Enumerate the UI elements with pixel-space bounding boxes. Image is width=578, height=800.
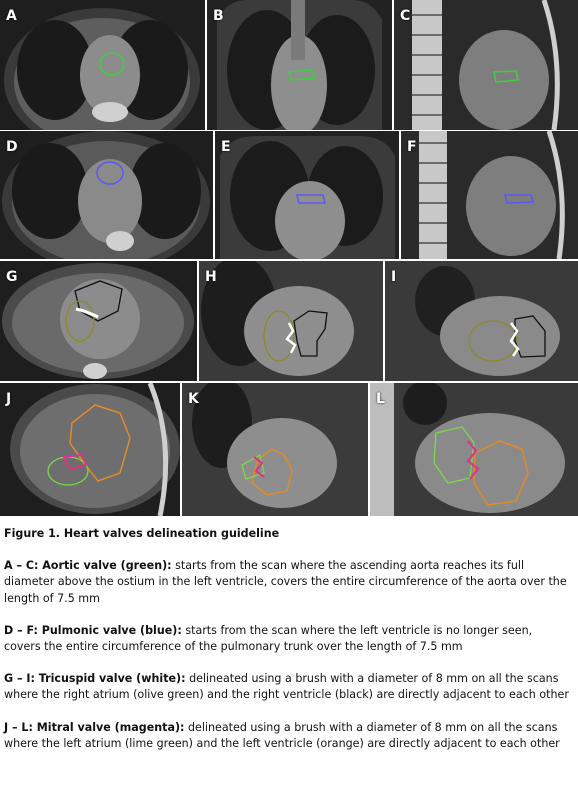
panel-l [370, 383, 578, 516]
ct-coronal-image [182, 383, 368, 516]
panel-b [207, 0, 392, 130]
panel-label: J [6, 391, 12, 407]
ct-axial-image [0, 0, 205, 130]
caption-item-lead: J – L: Mitral valve (magenta): [4, 720, 185, 734]
panel-label: H [205, 269, 217, 285]
panel-j [0, 383, 180, 516]
caption-item-tricuspid [4, 671, 572, 703]
caption-title: Figure 1. Heart valves delineation guideline [4, 527, 280, 540]
panel-label: F [407, 139, 417, 155]
ct-axial-image [0, 261, 197, 381]
panel-label: A [6, 8, 17, 24]
panel-h [199, 261, 383, 381]
panel-label: E [221, 139, 231, 155]
panel-label: B [213, 8, 224, 24]
ct-axial-image [0, 131, 213, 259]
panel-f [401, 131, 578, 259]
ct-coronal-image [199, 261, 383, 381]
caption-item-lead: D – F: Pulmonic valve (blue): [4, 623, 182, 637]
panel-label: C [400, 8, 411, 24]
panel-k [182, 383, 368, 516]
panel-c [394, 0, 578, 130]
caption-item-mitral [4, 720, 572, 752]
panel-label: G [6, 269, 18, 285]
panel-d [0, 131, 213, 259]
caption-item-aortic [4, 558, 572, 607]
figure-caption [4, 526, 572, 768]
ct-sagittal-image [385, 261, 578, 381]
panel-label: L [376, 391, 385, 407]
ct-coronal-image [215, 131, 399, 259]
panel-e [215, 131, 399, 259]
ct-coronal-image [207, 0, 392, 130]
ct-sagittal-image [401, 131, 578, 259]
caption-item-text: delineated using a brush with a diameter of 8 mm on all the scans where the left atrium (lime green) and the left ventricle (orange) are directly adjacent to each other [4, 720, 560, 750]
panel-a [0, 0, 205, 130]
caption-item-text: starts from the scan where the ascending aorta reaches its full diameter above the ostium in the left ventricle, covers the entire circumference of the aorta over the length of 7.5 mm [4, 559, 567, 605]
caption-item-lead: A – C: Aortic valve (green): [4, 559, 172, 573]
caption-item-text: starts from the scan where the left ventricle is no longer seen, covers the entire circumference of the pulmonary trunk over the length of 7.5 mm [4, 623, 533, 654]
panel-label: D [6, 139, 18, 155]
panel-label: K [188, 391, 199, 407]
caption-item-pulmonic [4, 623, 572, 655]
caption-item-text: delineated using a brush with a diameter of 8 mm on all the scans where the right atrium (olive green) and the right ventricle (black) are directly adjacent to each other [4, 672, 569, 702]
panel-i [385, 261, 578, 381]
ct-sagittal-image [370, 383, 578, 516]
caption-item-lead: G – I: Tricuspid valve (white): [4, 672, 186, 686]
ct-sagittal-image [394, 0, 578, 130]
ct-axial-image [0, 383, 180, 516]
panel-g [0, 261, 197, 381]
panel-label: I [391, 269, 397, 285]
